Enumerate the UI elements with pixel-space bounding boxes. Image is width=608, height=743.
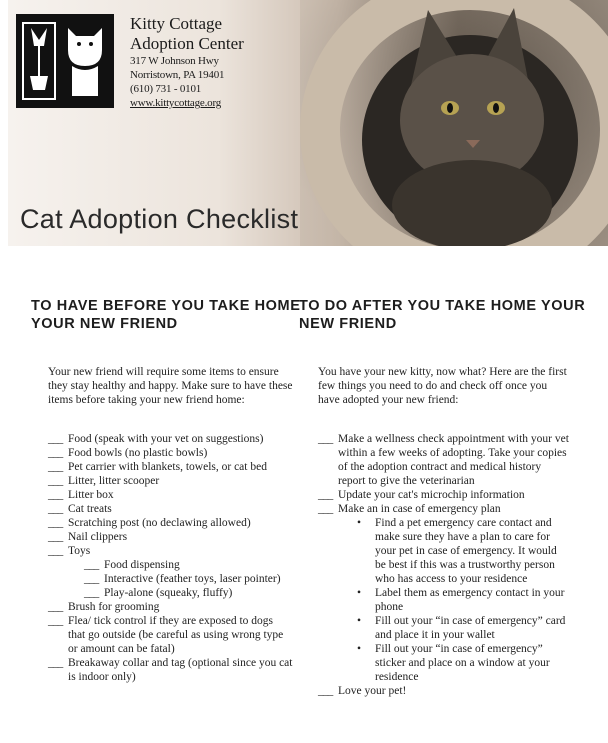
checklist-item[interactable]	[48, 460, 293, 474]
item-label: Flea/ tick control if they are exposed to dogs that go outside (be careful as using wrong type or amount can be fatal)	[68, 615, 284, 655]
toy-item[interactable]	[84, 572, 329, 586]
checklist-item[interactable]	[48, 614, 293, 656]
toys-sublist	[68, 558, 329, 600]
bullet-text: Fill out your “in case of emergency” sticker and place on a window at your residence	[375, 643, 550, 683]
before-heading: TO HAVE BEFORE YOU TAKE HOME YOUR NEW FRIEND	[31, 298, 301, 332]
emergency-plan-bullets	[338, 516, 570, 684]
toy-label: Interactive (feather toys, laser pointer)	[104, 573, 281, 585]
toy-label: Food dispensing	[104, 559, 180, 571]
item-label: Love your pet!	[338, 685, 407, 697]
checklist-item[interactable]	[318, 488, 570, 502]
item-label: Litter, litter scooper	[68, 475, 160, 487]
website-link[interactable]: www.kittycottage.org	[130, 97, 222, 109]
checklist-item[interactable]	[48, 600, 293, 614]
checklist-item[interactable]	[318, 684, 570, 698]
before-column	[31, 297, 303, 684]
phone-number: (610) 731 - 0101	[130, 83, 202, 95]
checklist-item[interactable]	[318, 432, 570, 488]
item-label: Toys	[68, 545, 91, 557]
checklist-item[interactable]	[48, 432, 293, 446]
item-label: Nail clippers	[68, 531, 128, 543]
item-label: Litter box	[68, 489, 114, 501]
street-address: 317 W Johnson Hwy	[130, 55, 219, 67]
organization-name-line1: Kitty Cottage	[130, 14, 223, 33]
after-column	[299, 297, 589, 698]
kitty-cottage-logo	[16, 14, 114, 108]
before-intro: Your new friend will require some items to ensure they stay healthy and happy. Make sure to have these items before taking your new friend home:	[48, 366, 293, 406]
bullet-text: Fill out your “in case of emergency” card and place it in your wallet	[375, 615, 566, 641]
toy-item[interactable]	[84, 586, 329, 600]
organization-info	[130, 14, 320, 110]
checklist-item[interactable]	[48, 544, 293, 600]
organization-name-line2: Adoption Center	[130, 34, 244, 53]
item-label: Scratching post (no declawing allowed)	[68, 517, 251, 529]
checklist-item[interactable]	[48, 656, 293, 684]
item-label: Breakaway collar and tag (optional since you cat is indoor only)	[68, 657, 293, 683]
checklist-item[interactable]	[48, 446, 293, 460]
bullet-item	[355, 642, 570, 684]
item-label: Cat treats	[68, 503, 112, 515]
item-label: Brush for grooming	[68, 601, 160, 613]
checklist-item[interactable]	[318, 502, 570, 684]
bullet-item	[355, 614, 570, 642]
city-state-zip: Norristown, PA 19401	[130, 69, 225, 81]
page-title: Cat Adoption Checklist	[20, 204, 299, 234]
header-banner	[8, 0, 608, 246]
toy-item[interactable]	[84, 558, 329, 572]
after-checklist	[318, 432, 570, 698]
bullet-text: Label them as emergency contact in your phone	[375, 587, 565, 613]
item-label: Food (speak with your vet on suggestions)	[68, 433, 264, 445]
toy-label: Play-alone (squeaky, fluffy)	[104, 587, 233, 599]
item-label: Food bowls (no plastic bowls)	[68, 447, 208, 459]
bullet-text: Find a pet emergency care contact and make sure they have a plan to care for your pet in case of emergency. It would be best if this was a trustworthy person who has access to your residence	[375, 517, 557, 585]
bullet-item	[355, 586, 570, 614]
after-heading: TO DO AFTER YOU TAKE HOME YOUR NEW FRIEND	[299, 298, 586, 332]
checklist-item[interactable]	[48, 502, 293, 516]
before-checklist	[48, 432, 293, 684]
checklist-item[interactable]	[48, 474, 293, 488]
after-intro: You have your new kitty, now what? Here are the first few things you need to do and check off once you have adopted your new friend:	[318, 366, 567, 406]
item-label: Update your cat's microchip information	[338, 489, 525, 501]
item-label: Pet carrier with blankets, towels, or cat bed	[68, 461, 267, 473]
cat-photo	[300, 0, 608, 246]
item-label: Make an in case of emergency plan	[338, 503, 501, 515]
checklist-item[interactable]	[48, 488, 293, 502]
checklist-item[interactable]	[48, 530, 293, 544]
item-label: Make a wellness check appointment with your vet within a few weeks of adopting. Take your copies of the adoption contract and medical history report to give the veterinarian	[338, 433, 569, 487]
checklist-item[interactable]	[48, 516, 293, 530]
bullet-item	[355, 516, 570, 586]
